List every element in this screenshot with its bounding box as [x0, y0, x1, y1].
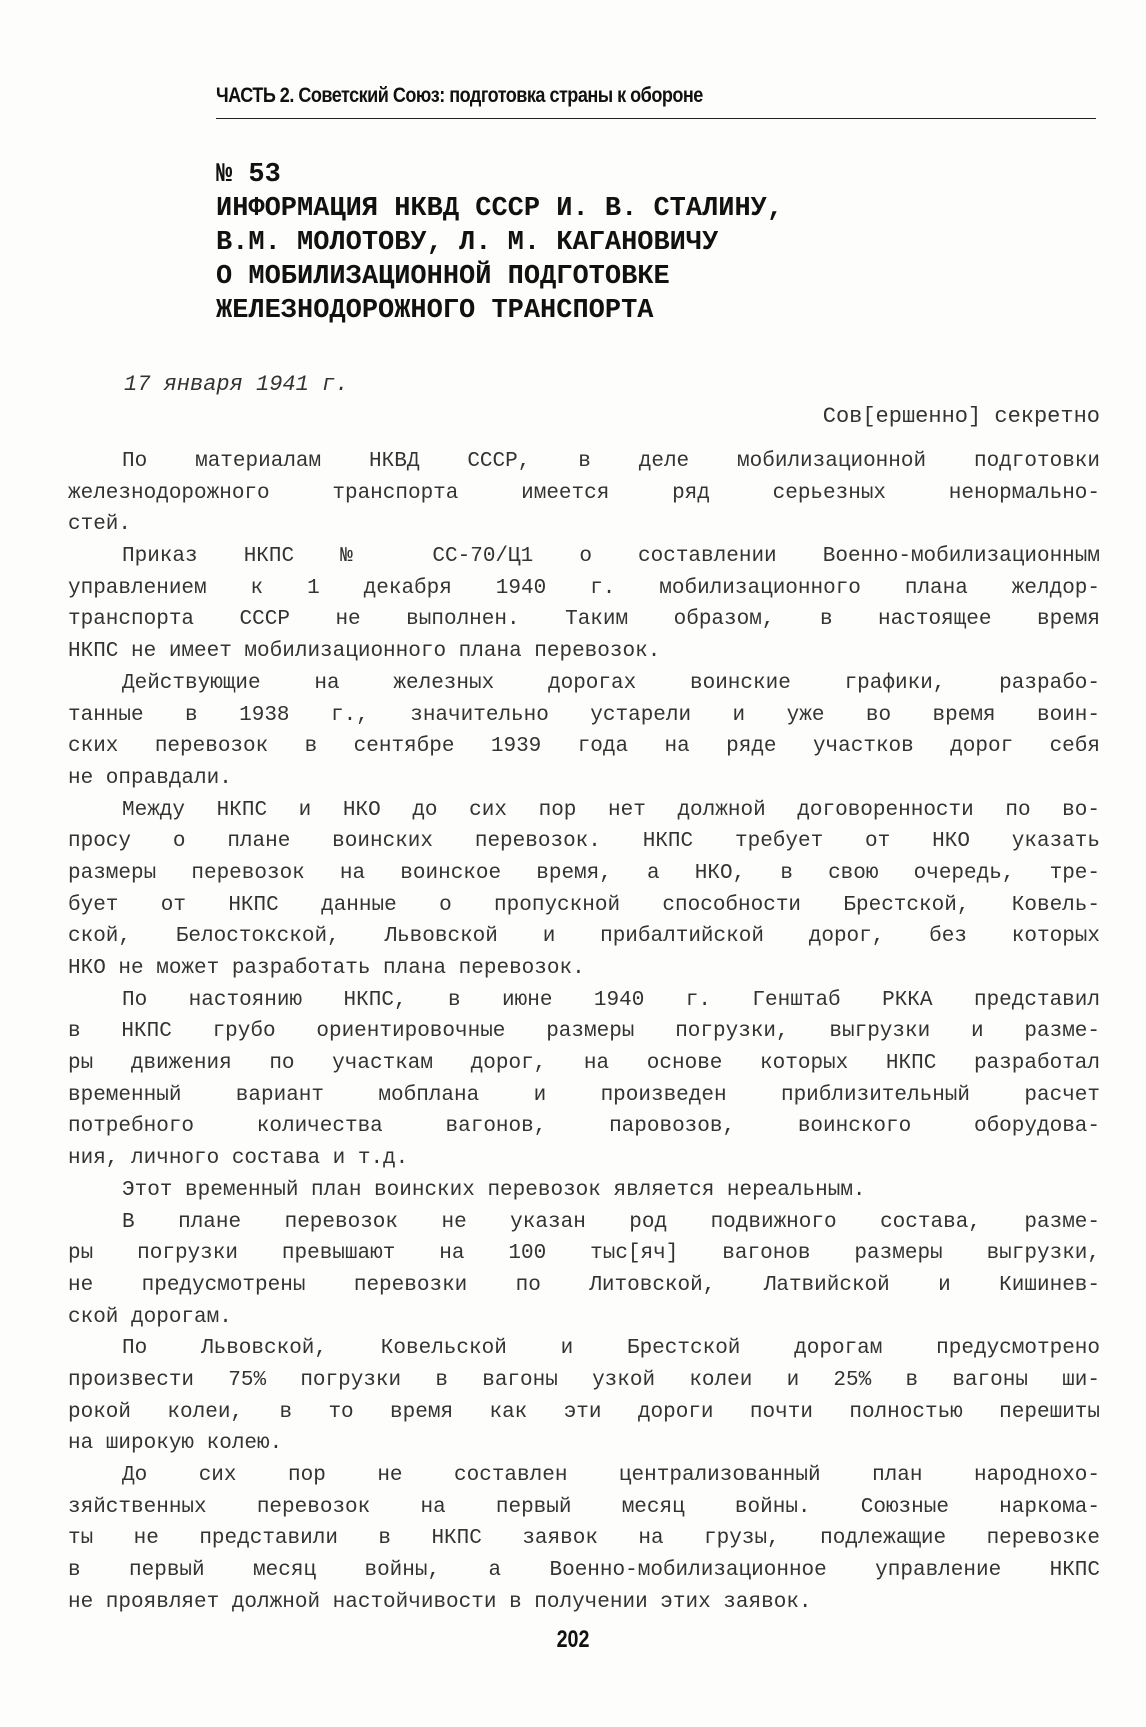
- paragraph-line: просу о плане воинских перевозок. НКПС требует от НКО указать: [68, 830, 1100, 854]
- document-number: № 53: [216, 160, 281, 190]
- paragraph-line: транспорта СССР не выполнен. Таким образом, в настоящее время: [68, 608, 1100, 632]
- paragraph-line: произвести 75% погрузки в вагоны узкой колеи и 25% в вагоны ши-: [68, 1368, 1100, 1392]
- paragraph-line: стей.: [68, 513, 132, 537]
- document-title-line: ЖЕЛЕЗНОДОРОЖНОГО ТРАНСПОРТА: [216, 296, 654, 326]
- paragraph-line: ры погрузки превышают на 100 тыс[яч] вагонов размеры выгрузки,: [68, 1242, 1100, 1266]
- paragraph-line: временный вариант мобплана и произведен приблизительный расчет: [68, 1083, 1100, 1107]
- paragraph-line: ских перевозок в сентябре 1939 года на ряде участков дорог себя: [68, 735, 1100, 759]
- paragraph-line: не проявляет должной настойчивости в получении этих заявок.: [68, 1590, 812, 1614]
- paragraph-line: ты не представили в НКПС заявок на грузы, подлежащие перевозке: [68, 1527, 1100, 1551]
- page-number: 202: [556, 1626, 590, 1653]
- paragraph-line: в первый месяц войны, а Военно-мобилизационное управление НКПС: [68, 1559, 1100, 1583]
- paragraph-line: железнодорожного транспорта имеется ряд серьезных ненормально-: [68, 481, 1100, 505]
- paragraph-line: ской, Белостокской, Львовской и прибалтийской дорог, без которых: [68, 925, 1100, 949]
- paragraph-line: ния, личного состава и т.д.: [68, 1147, 409, 1171]
- paragraph-line: потребного количества вагонов, паровозов, воинского оборудова-: [68, 1115, 1100, 1139]
- paragraph-line: не оправдали.: [68, 766, 232, 790]
- document-title-line: ИНФОРМАЦИЯ НКВД СССР И. В. СТАЛИНУ,: [216, 194, 784, 224]
- paragraph-line: танные в 1938 г., значительно устарели и уже во время воин-: [68, 703, 1100, 727]
- paragraph-first-line: По настоянию НКПС, в июне 1940 г. Генштаб РККА представил: [122, 988, 1100, 1012]
- document-title-block: [216, 158, 783, 328]
- paragraph-first-line: По Львовской, Ковельской и Брестской дорогам предусмотрено: [122, 1337, 1100, 1361]
- paragraph-first-line: Приказ НКПС № СС-70/Ц1 о составлении Военно-мобилизационным: [122, 545, 1100, 569]
- paragraph-line: управлением к 1 декабря 1940 г. мобилизационного плана желдор-: [68, 576, 1100, 600]
- paragraph-line: не предусмотрены перевозки по Литовской, Латвийской и Кишинев-: [68, 1273, 1100, 1297]
- paragraph-line: ры движения по участкам дорог, на основе которых НКПС разработал: [68, 1052, 1100, 1076]
- paragraph-first-line: До сих пор не составлен централизованный план народнохо-: [122, 1464, 1100, 1487]
- document-body: [68, 446, 1100, 1618]
- paragraph-first-line: В плане перевозок не указан род подвижного состава, разме-: [122, 1210, 1100, 1234]
- paragraph-first-line: Действующие на железных дорогах воинские графики, разрабо-: [122, 671, 1100, 695]
- paragraph-line: бует от НКПС данные о пропускной способности Брестской, Ковель-: [68, 893, 1100, 917]
- running-head: ЧАСТЬ 2. Советский Союз: подготовка страны к обороне: [216, 84, 703, 107]
- paragraph-line: на широкую колею.: [68, 1432, 283, 1456]
- paragraph-line: размеры перевозок на воинское время, а НКО, в свою очередь, тре-: [68, 861, 1100, 885]
- paragraph-line: НКО не может разработать плана перевозок.: [68, 957, 585, 980]
- paragraph-first-line: Этот временный план воинских перевозок является нереальным.: [122, 1178, 866, 1202]
- paragraph-first-line: По материалам НКВД СССР, в деле мобилизационной подготовки: [122, 450, 1100, 473]
- paragraph-line: ской дорогам.: [68, 1305, 232, 1329]
- document-title-line: В.М. МОЛОТОВУ, Л. М. КАГАНОВИЧУ: [216, 228, 719, 258]
- document-date: 17 января 1941 г.: [124, 372, 349, 397]
- paragraph-line: зяйственных перевозок на первый месяц войны. Союзные наркома-: [68, 1495, 1100, 1519]
- running-head-rule: [216, 118, 1096, 119]
- secrecy-stamp: Сов[ершенно] секретно: [822, 404, 1100, 429]
- paragraph-first-line: Между НКПС и НКО до сих пор нет должной договоренности по во-: [122, 798, 1100, 822]
- document-title-line: О МОБИЛИЗАЦИОННОЙ ПОДГОТОВКЕ: [216, 262, 670, 292]
- paragraph-line: рокой колеи, в то время как эти дороги почти полностью перешиты: [68, 1400, 1100, 1424]
- paragraph-line: в НКПС грубо ориентировочные размеры погрузки, выгрузки и разме-: [68, 1020, 1100, 1044]
- paragraph-line: НКПС не имеет мобилизационного плана перевозок.: [68, 640, 661, 664]
